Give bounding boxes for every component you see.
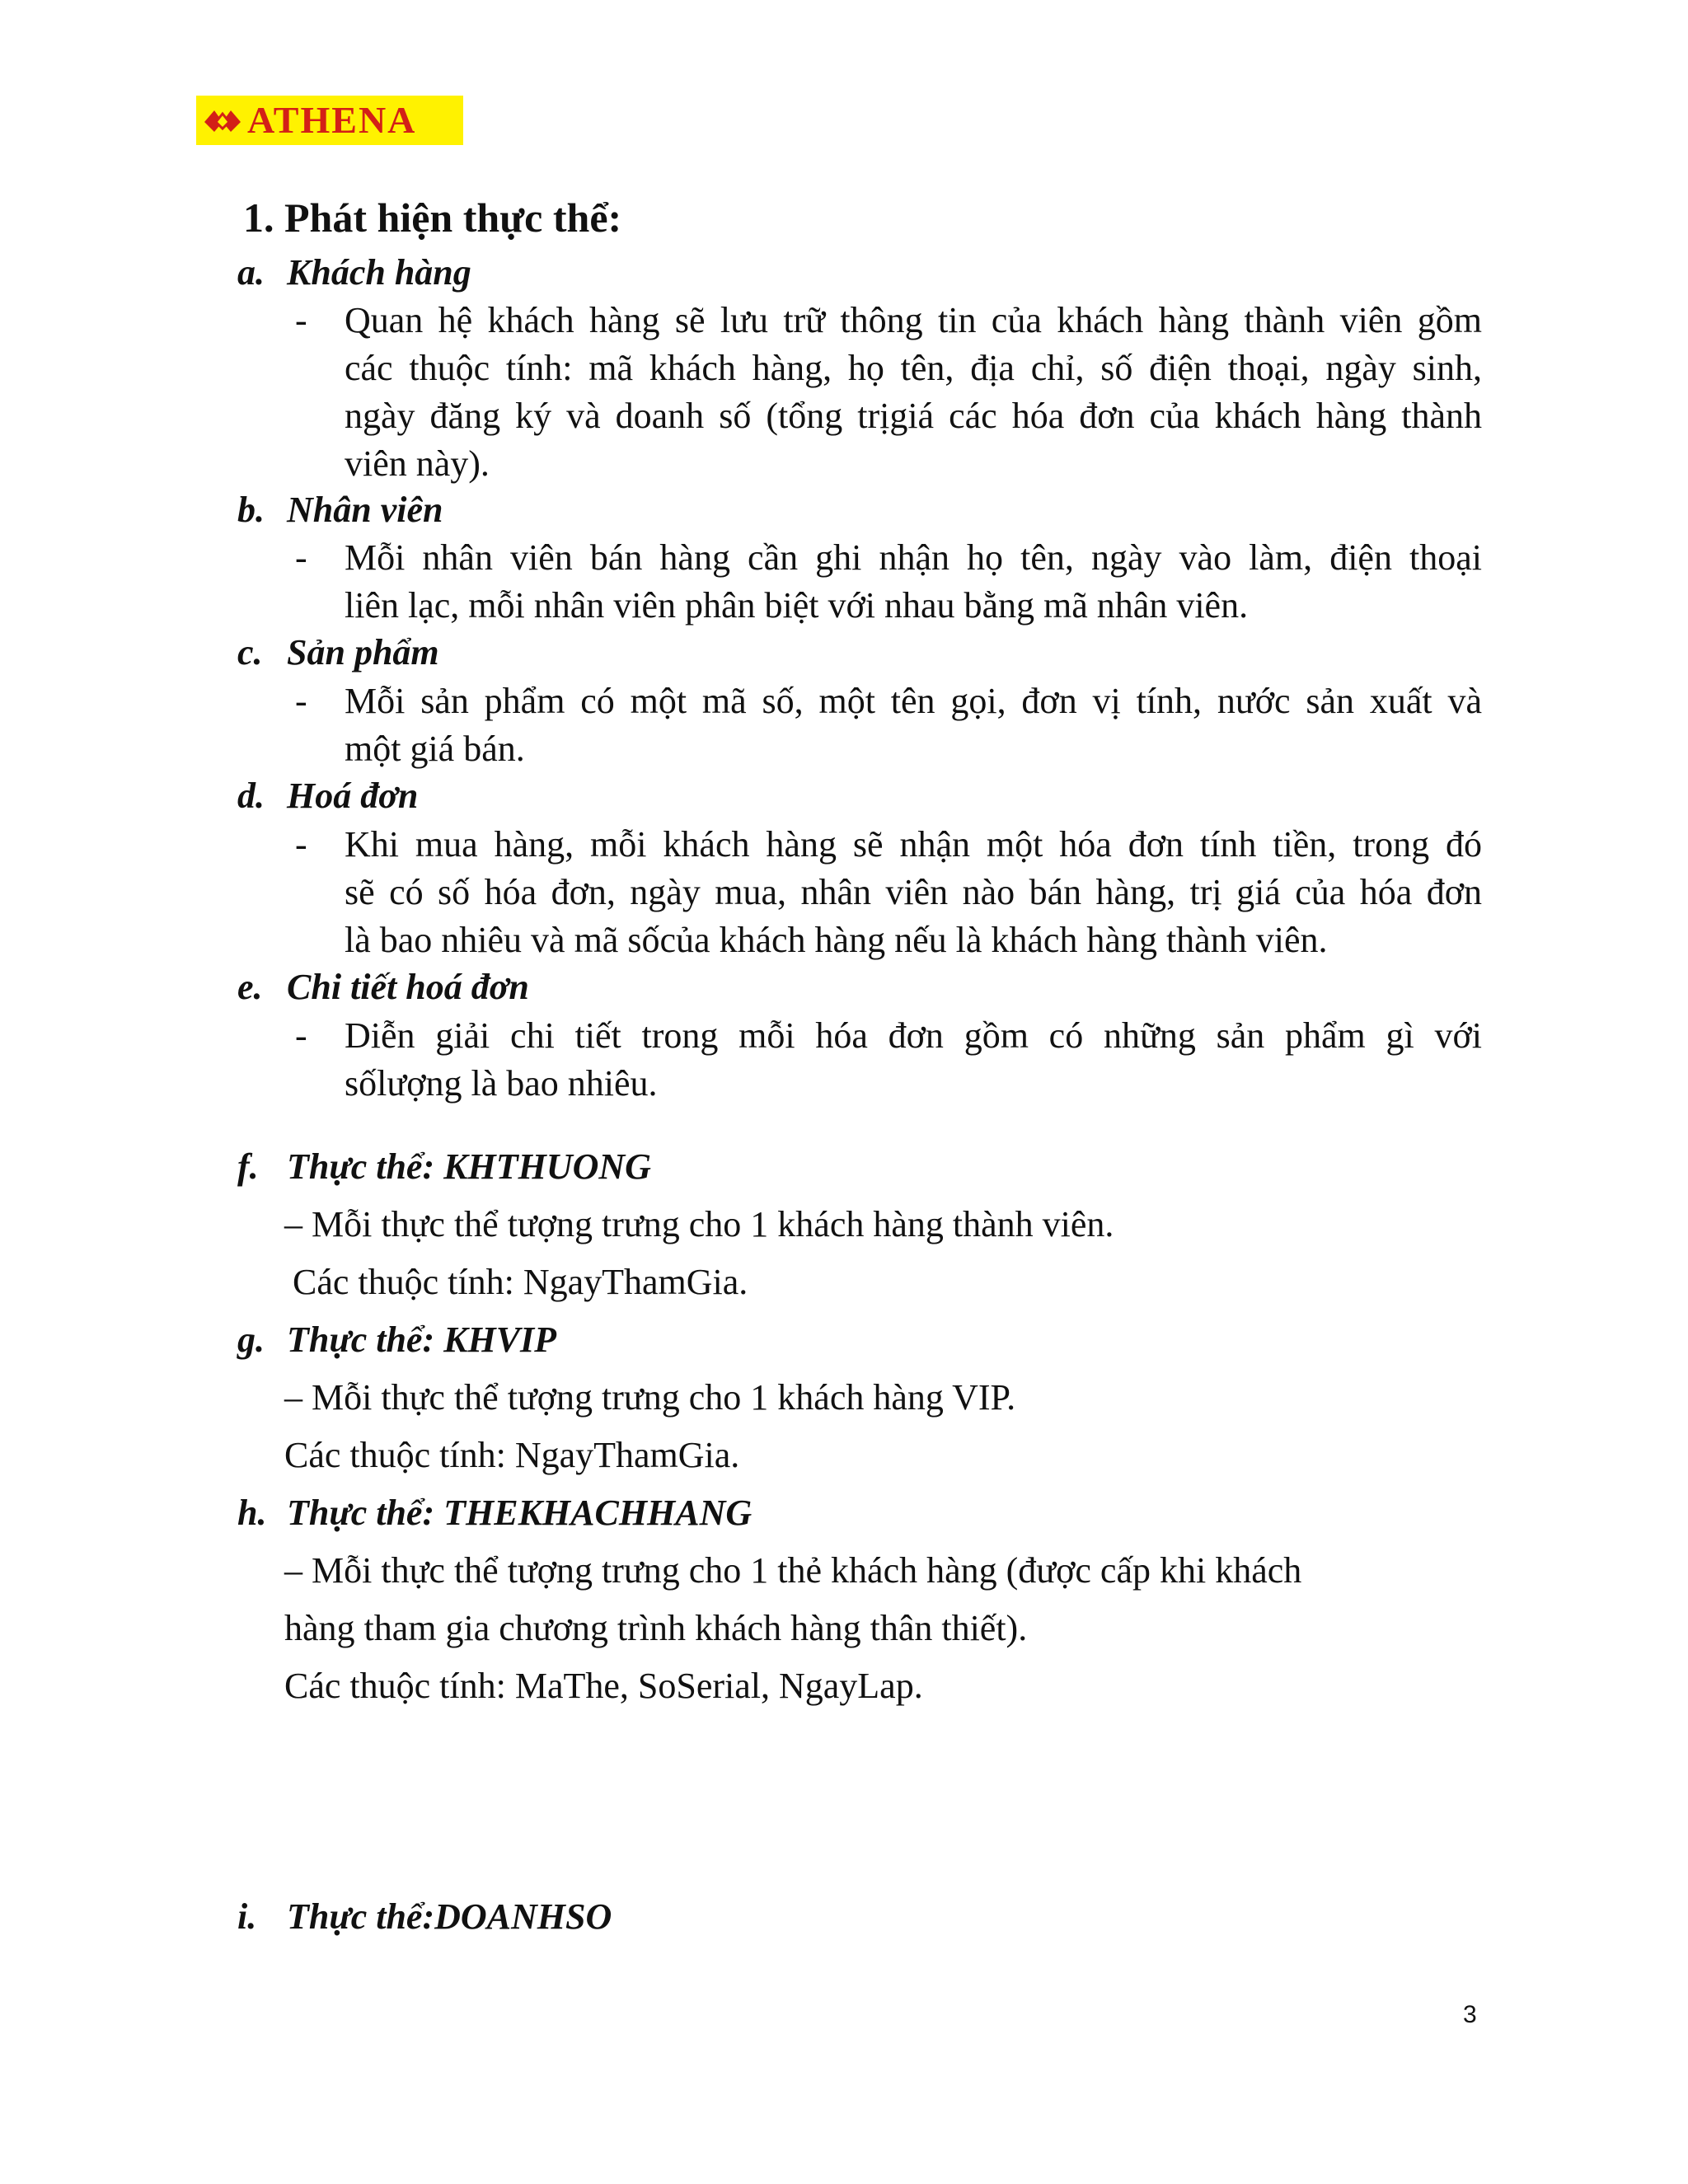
paragraph-line: ngày đăng ký và doanh số (tổng trịgiá các hóa đơn của khách hàng thành bbox=[345, 396, 1482, 436]
entity-description: – Mỗi thực thể tượng trưng cho 1 khách hàng thành viên. bbox=[284, 1204, 1114, 1244]
paragraph-line: là bao nhiêu và mã sốcủa khách hàng nếu là khách hàng thành viên. bbox=[345, 920, 1328, 960]
subsection-title-e bbox=[237, 966, 529, 1008]
subsection-title-text: Nhân viên bbox=[287, 490, 443, 530]
subsection-title-text: Thực thể: KHVIP bbox=[287, 1319, 557, 1360]
subsection-title-text: Hoá đơn bbox=[287, 776, 419, 816]
paragraph-line: Mỗi sản phẩm có một mã số, một tên gọi, đơn vị tính, nước sản xuất và bbox=[345, 681, 1482, 721]
subsection-title-d bbox=[237, 775, 418, 817]
subsection-title-h bbox=[237, 1492, 752, 1534]
paragraph-line: các thuộc tính: mã khách hàng, họ tên, địa chỉ, số điện thoại, ngày sinh, bbox=[345, 348, 1482, 388]
entity-attributes: Các thuộc tính: NgayThamGia. bbox=[284, 1435, 740, 1475]
subsection-label: d. bbox=[237, 776, 265, 816]
subsection-label: h. bbox=[237, 1493, 267, 1533]
subsection-label: a. bbox=[237, 252, 265, 293]
subsection-title-text: Khách hàng bbox=[287, 252, 471, 293]
list-dash: - bbox=[295, 824, 307, 865]
page-number: 3 bbox=[1463, 2001, 1477, 2028]
list-dash: - bbox=[295, 300, 307, 340]
subsection-title-text: Thực thể:DOANHSO bbox=[287, 1896, 612, 1937]
logo-text: ATHENA bbox=[247, 99, 417, 141]
subsection-title-text: Thực thể: KHTHUONG bbox=[287, 1146, 651, 1187]
list-dash: - bbox=[295, 1015, 307, 1056]
subsection-title-text: Chi tiết hoá đơn bbox=[287, 967, 529, 1007]
paragraph-line: Diễn giải chi tiết trong mỗi hóa đơn gồm có những sản phẩm gì với bbox=[345, 1015, 1482, 1056]
paragraph-line: liên lạc, mỗi nhân viên phân biệt với nhau bằng mã nhân viên. bbox=[345, 585, 1249, 626]
subsection-label: e. bbox=[237, 967, 263, 1007]
subsection-label: i. bbox=[237, 1896, 257, 1937]
subsection-title-g bbox=[237, 1319, 556, 1361]
subsection-title-c bbox=[237, 631, 439, 673]
paragraph-line: Khi mua hàng, mỗi khách hàng sẽ nhận một hóa đơn tính tiền, trong đó bbox=[345, 824, 1482, 865]
entity-description: – Mỗi thực thể tượng trưng cho 1 thẻ khách hàng (được cấp khi khách bbox=[284, 1550, 1302, 1591]
subsection-title-i bbox=[237, 1896, 612, 1938]
athena-emblem-icon bbox=[201, 104, 244, 137]
paragraph-line: Mỗi nhân viên bán hàng cần ghi nhận họ tên, ngày vào làm, điện thoại bbox=[345, 537, 1482, 578]
paragraph-line: một giá bán. bbox=[345, 729, 525, 769]
paragraph-line: sẽ có số hóa đơn, ngày mua, nhân viên nào bán hàng, trị giá của hóa đơn bbox=[345, 872, 1482, 912]
athena-logo bbox=[196, 96, 463, 145]
paragraph-line: viên này). bbox=[345, 443, 490, 484]
paragraph-line: sốlượng là bao nhiêu. bbox=[345, 1063, 658, 1104]
paragraph-line: Quan hệ khách hàng sẽ lưu trữ thông tin của khách hàng thành viên gồm bbox=[345, 300, 1482, 340]
subsection-title-b bbox=[237, 489, 443, 531]
entity-attributes: Các thuộc tính: MaThe, SoSerial, NgayLap. bbox=[284, 1666, 923, 1706]
entity-attributes: Các thuộc tính: NgayThamGia. bbox=[293, 1262, 748, 1302]
subsection-title-f bbox=[237, 1146, 651, 1188]
subsection-title-text: Thực thể: THEKHACHHANG bbox=[287, 1493, 753, 1533]
subsection-label: f. bbox=[237, 1146, 259, 1187]
list-dash: - bbox=[295, 537, 307, 578]
subsection-label: c. bbox=[237, 632, 263, 673]
subsection-title-a bbox=[237, 251, 471, 293]
entity-description-continued: hàng tham gia chương trình khách hàng thân thiết). bbox=[284, 1608, 1028, 1648]
subsection-label: g. bbox=[237, 1319, 265, 1360]
entity-description: – Mỗi thực thể tượng trưng cho 1 khách hàng VIP. bbox=[284, 1377, 1016, 1418]
subsection-title-text: Sản phẩm bbox=[287, 632, 439, 673]
list-dash: - bbox=[295, 681, 307, 721]
subsection-label: b. bbox=[237, 490, 265, 530]
section-heading: 1. Phát hiện thực thể: bbox=[243, 194, 622, 241]
